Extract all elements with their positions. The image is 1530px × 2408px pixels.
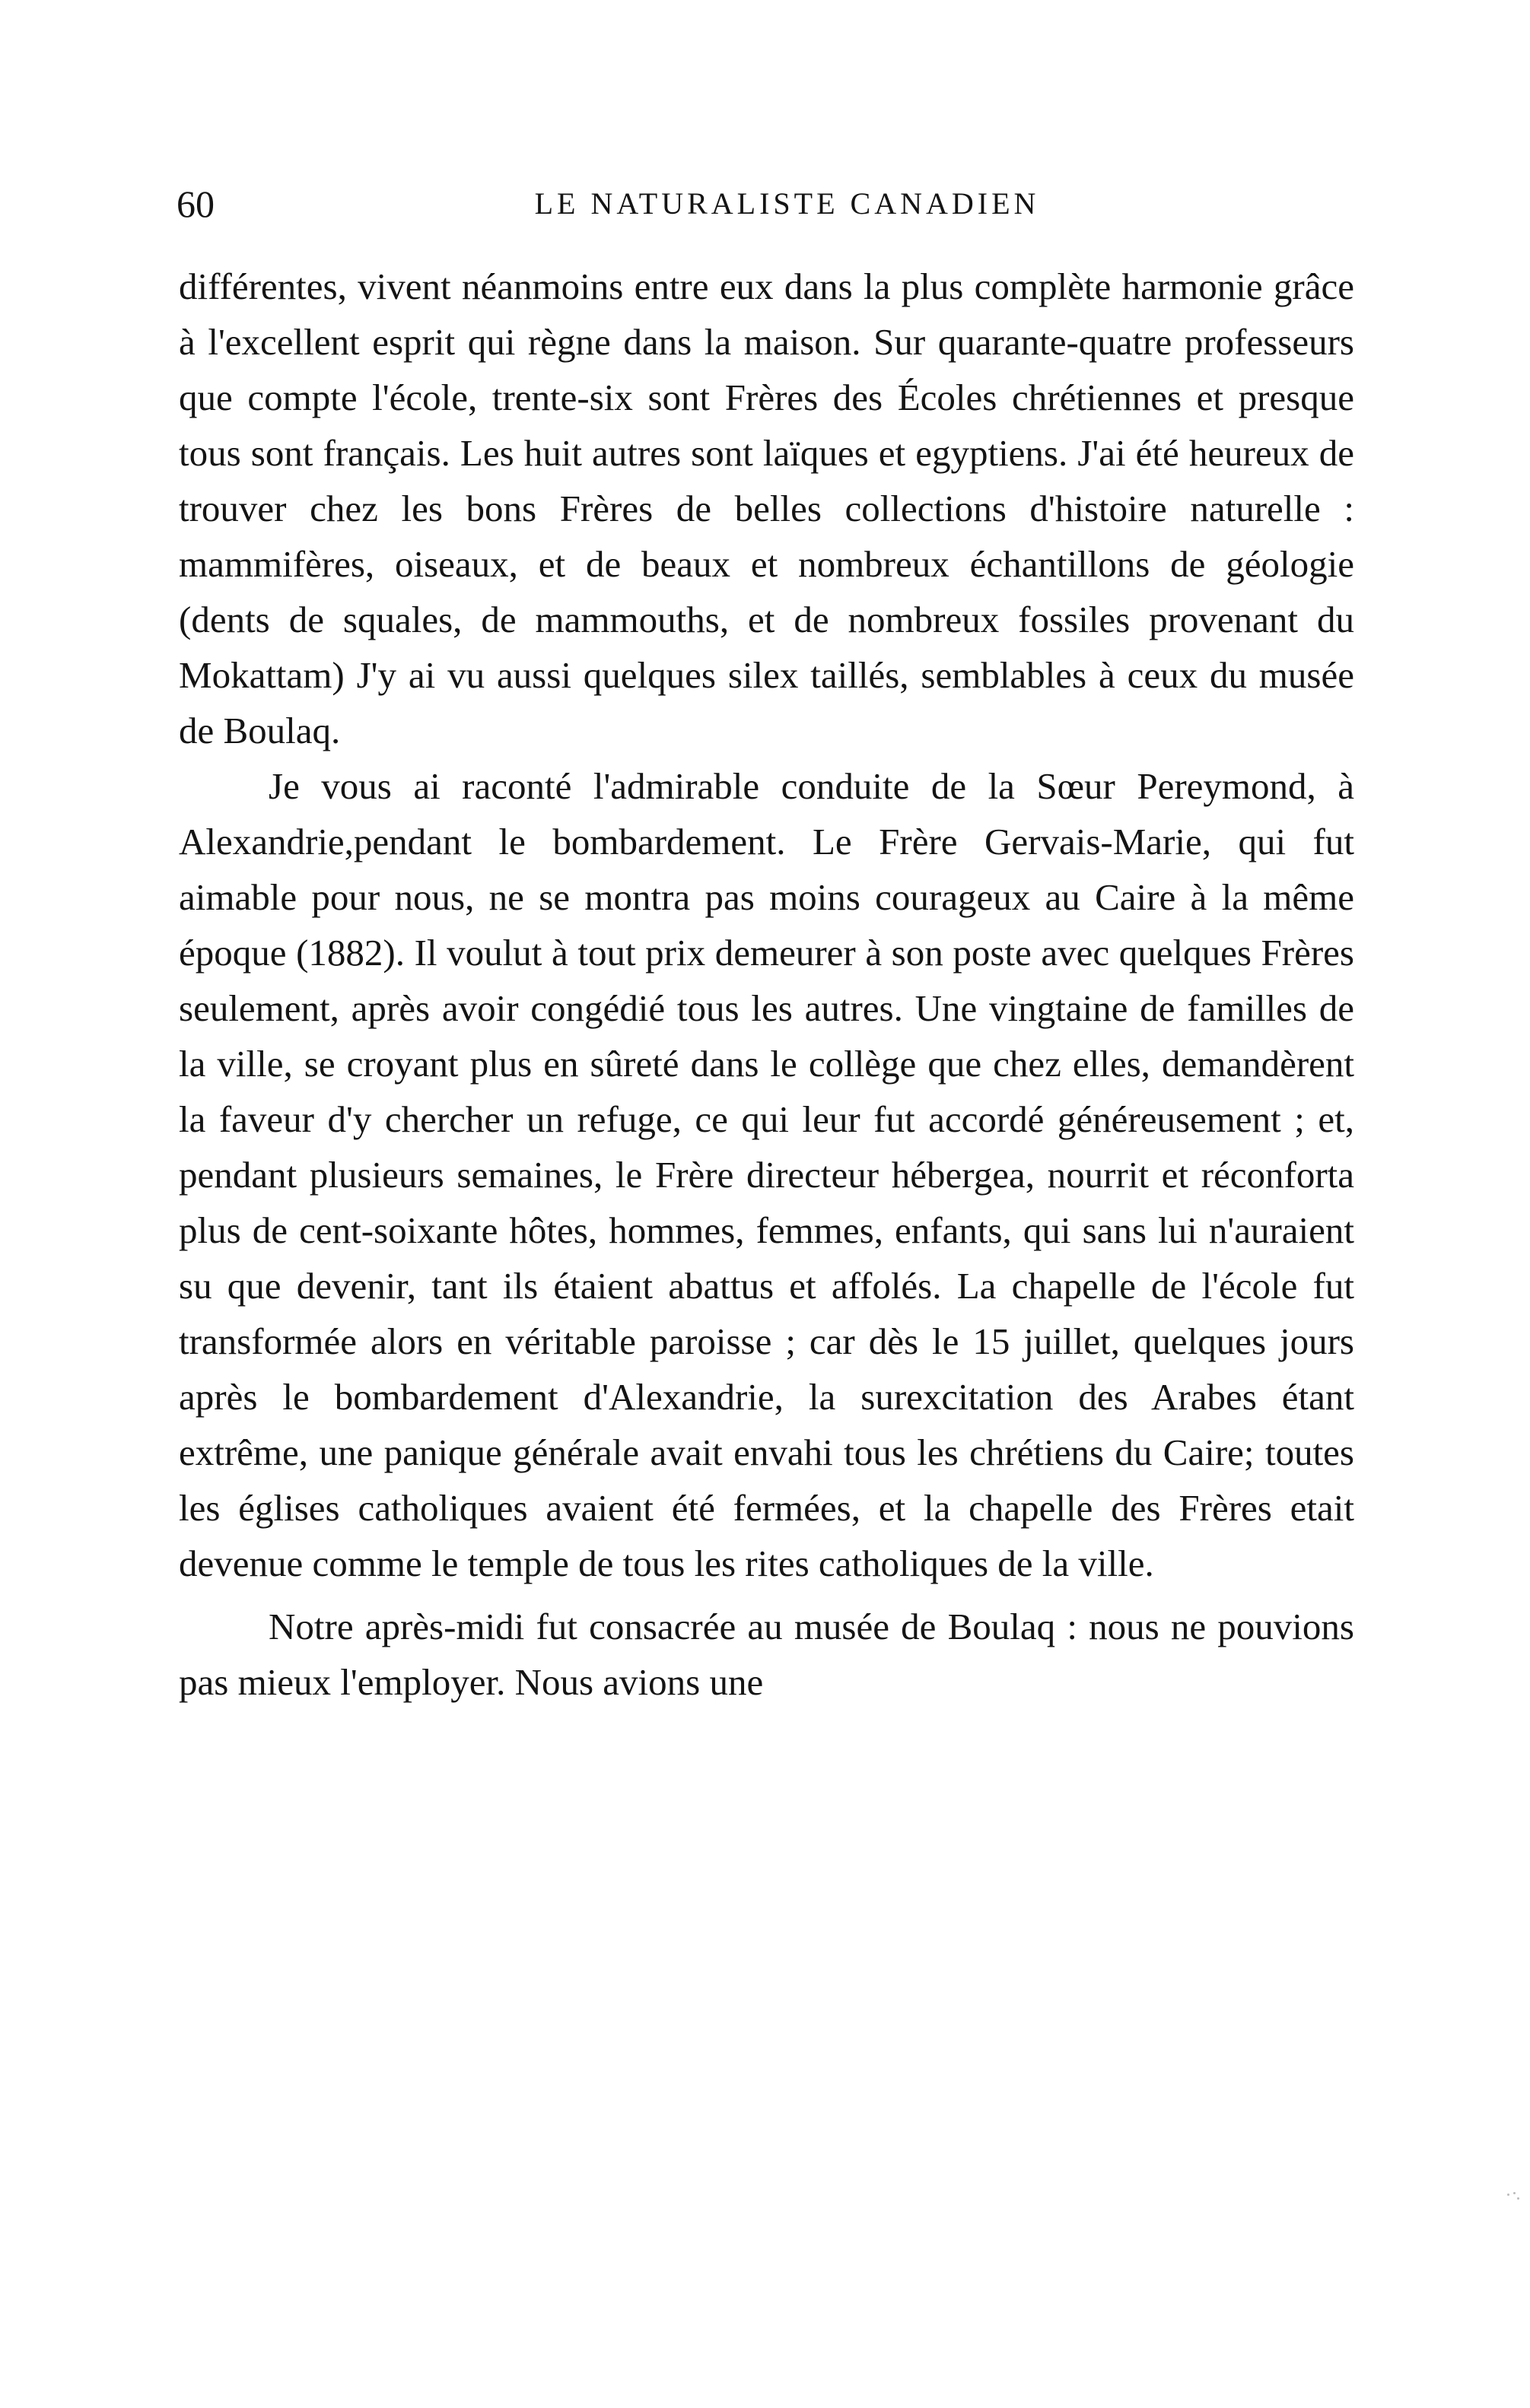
paragraph-continued: différentes, vivent néanmoins entre eux dans la plus complète harmonie grâce à l'excellent esprit qui règne dans la maison. Sur quarante-quatre professeurs que compte l'école, trente-six sont Frères des Écoles chrétiennes et presque tous sont français. Les huit autres sont laïques et egyptiens. J'ai été heureux de trouver chez les bons Frères de belles collections d'histoire naturelle : mammifères, oiseaux, et de beaux et nombreux échantillons de géologie (dents de squales, de mammouths, et de nombreux fossiles provenant du Mokattam) J'y ai vu aussi quelques silex taillés, semblables à ceux du musée de Boulaq.	[179, 265, 1354, 751]
body-text	[179, 259, 1354, 1710]
paragraph-musee-boulaq: Notre après-midi fut consacrée au musée de Boulaq : nous ne pouvions pas mieux l'employer. Nous avions une	[179, 1606, 1354, 1703]
page-number: 60	[177, 183, 215, 225]
page-header	[177, 181, 1352, 227]
paper-specks	[1506, 2190, 1521, 2206]
running-title: LE NATURALISTE CANADIEN	[534, 186, 1040, 221]
paragraph-gervais-marie: Je vous ai raconté l'admirable conduite de la Sœur Pereymond, à Alexandrie,pendant le bombardement. Le Frère Gervais-Marie, qui fut aimable pour nous, ne se montra pas moins courageux au Caire à la même époque (1882). Il voulut à tout prix demeurer à son poste avec quelques Frères seulement, après avoir congédié tous les autres. Une vingtaine de familles de la ville, se croyant plus en sûreté dans le collège que chez elles, demandèrent la faveur d'y chercher un refuge, ce qui leur fut accordé généreusement ; et, pendant plusieurs semaines, le Frère directeur hébergea, nourrit et réconforta plus de cent-soixante hôtes, hommes, femmes, enfants, qui sans lui n'auraient su que devenir, tant ils étaient abattus et affolés. La chapelle de l'école fut transformée alors en véritable paroisse ; car dès le 15 juillet, quelques jours après le bombardement d'Alexandrie, la surexcitation des Arabes étant extrême, une panique générale avait envahi tous les chrétiens du Caire; toutes les églises catholiques avaient été fermées, et la chapelle des Frères etait devenue comme le temple de tous les rites catholiques de la ville.	[179, 765, 1354, 1584]
